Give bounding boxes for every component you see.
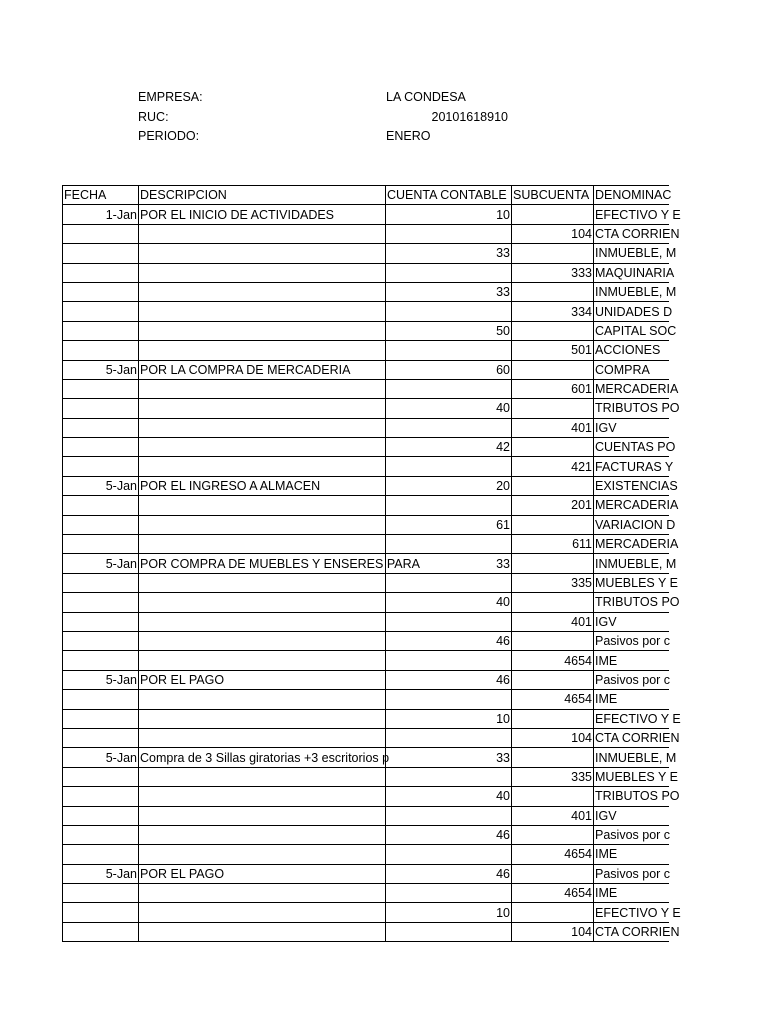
- cell-fecha[interactable]: [63, 244, 139, 263]
- cell-fecha[interactable]: [63, 709, 139, 728]
- cell-denominacion[interactable]: TRIBUTOS PO: [594, 787, 669, 806]
- cell-fecha[interactable]: [63, 418, 139, 437]
- cell-fecha[interactable]: [63, 457, 139, 476]
- cell-cuenta-contable[interactable]: [386, 651, 512, 670]
- table-row: [63, 341, 669, 360]
- table-row: [63, 631, 669, 650]
- table-row: [63, 593, 669, 612]
- cell-cuenta-contable[interactable]: 46: [386, 670, 512, 689]
- cell-cuenta-contable[interactable]: [386, 496, 512, 515]
- cell-cuenta-contable[interactable]: [386, 690, 512, 709]
- table-row: [63, 573, 669, 592]
- cell-fecha[interactable]: [63, 631, 139, 650]
- cell-subcuenta[interactable]: 335: [512, 573, 594, 592]
- company-header: [138, 90, 538, 149]
- cell-descripcion[interactable]: [139, 806, 386, 825]
- table-row: [63, 787, 669, 806]
- cell-denominacion[interactable]: EFECTIVO Y E: [594, 205, 669, 224]
- cell-descripcion[interactable]: [139, 612, 386, 631]
- cell-subcuenta[interactable]: 4654: [512, 845, 594, 864]
- cell-cuenta-contable[interactable]: [386, 612, 512, 631]
- cell-descripcion[interactable]: [139, 825, 386, 844]
- cell-cuenta-contable[interactable]: [386, 535, 512, 554]
- table-row: [63, 263, 669, 282]
- cell-cuenta-contable[interactable]: 40: [386, 399, 512, 418]
- cell-fecha[interactable]: [63, 922, 139, 941]
- cell-denominacion[interactable]: INMUEBLE, M: [594, 748, 669, 767]
- cell-denominacion[interactable]: MAQUINARIA: [594, 263, 669, 282]
- cell-denominacion[interactable]: MERCADERIA: [594, 535, 669, 554]
- cell-subcuenta[interactable]: 104: [512, 922, 594, 941]
- cell-fecha[interactable]: [63, 341, 139, 360]
- cell-denominacion[interactable]: MERCADERIA: [594, 379, 669, 398]
- cell-cuenta-contable[interactable]: 33: [386, 748, 512, 767]
- table-row: [63, 728, 669, 747]
- cell-denominacion[interactable]: VARIACION D: [594, 515, 669, 534]
- cell-descripcion[interactable]: [139, 573, 386, 592]
- cell-fecha[interactable]: [63, 438, 139, 457]
- cell-subcuenta[interactable]: 335: [512, 767, 594, 786]
- cell-fecha[interactable]: 5-Jan: [63, 864, 139, 883]
- table-row: [63, 748, 669, 767]
- table-row: [63, 845, 669, 864]
- cell-cuenta-contable[interactable]: [386, 845, 512, 864]
- table-row: [63, 864, 669, 883]
- periodo-row: [138, 129, 538, 149]
- cell-cuenta-contable[interactable]: 61: [386, 515, 512, 534]
- table-row: [63, 282, 669, 301]
- cell-denominacion[interactable]: IME: [594, 845, 669, 864]
- cell-descripcion[interactable]: [139, 438, 386, 457]
- cell-cuenta-contable[interactable]: [386, 728, 512, 747]
- col-header-fecha[interactable]: FECHA: [63, 186, 139, 205]
- cell-subcuenta[interactable]: [512, 515, 594, 534]
- table-row: [63, 224, 669, 243]
- cell-descripcion[interactable]: [139, 903, 386, 922]
- cell-descripcion[interactable]: POR EL INICIO DE ACTIVIDADES: [139, 205, 386, 224]
- cell-fecha[interactable]: 5-Jan: [63, 476, 139, 495]
- cell-denominacion[interactable]: MUEBLES Y E: [594, 573, 669, 592]
- cell-subcuenta[interactable]: 611: [512, 535, 594, 554]
- table-row: [63, 884, 669, 903]
- cell-descripcion[interactable]: [139, 496, 386, 515]
- cell-descripcion[interactable]: [139, 282, 386, 301]
- cell-subcuenta[interactable]: [512, 399, 594, 418]
- col-header-descripcion[interactable]: DESCRIPCION: [139, 186, 386, 205]
- cell-denominacion[interactable]: TRIBUTOS PO: [594, 399, 669, 418]
- cell-denominacion[interactable]: UNIDADES D: [594, 302, 669, 321]
- cell-subcuenta[interactable]: 201: [512, 496, 594, 515]
- cell-subcuenta[interactable]: [512, 670, 594, 689]
- cell-fecha[interactable]: [63, 690, 139, 709]
- cell-fecha[interactable]: 5-Jan: [63, 670, 139, 689]
- cell-denominacion[interactable]: FACTURAS Y: [594, 457, 669, 476]
- table-row: [63, 690, 669, 709]
- cell-denominacion[interactable]: MUEBLES Y E: [594, 767, 669, 786]
- cell-fecha[interactable]: 1-Jan: [63, 205, 139, 224]
- cell-subcuenta[interactable]: [512, 864, 594, 883]
- cell-descripcion[interactable]: [139, 728, 386, 747]
- cell-subcuenta[interactable]: 501: [512, 341, 594, 360]
- table-row: [63, 244, 669, 263]
- cell-subcuenta[interactable]: [512, 282, 594, 301]
- cell-subcuenta[interactable]: 401: [512, 418, 594, 437]
- cell-descripcion[interactable]: POR EL PAGO: [139, 864, 386, 883]
- cell-subcuenta[interactable]: 4654: [512, 884, 594, 903]
- cell-subcuenta[interactable]: [512, 709, 594, 728]
- cell-descripcion[interactable]: [139, 515, 386, 534]
- empresa-row: [138, 90, 538, 110]
- cell-denominacion[interactable]: IME: [594, 651, 669, 670]
- ruc-row: [138, 110, 538, 130]
- ruc-label: RUC:: [138, 109, 169, 124]
- cell-subcuenta[interactable]: 104: [512, 728, 594, 747]
- col-header-subcuenta[interactable]: SUBCUENTA: [512, 186, 594, 205]
- cell-subcuenta[interactable]: [512, 438, 594, 457]
- cell-subcuenta[interactable]: [512, 903, 594, 922]
- cell-descripcion[interactable]: [139, 399, 386, 418]
- cell-cuenta-contable[interactable]: [386, 379, 512, 398]
- cell-fecha[interactable]: [63, 825, 139, 844]
- cell-denominacion[interactable]: IGV: [594, 806, 669, 825]
- cell-descripcion[interactable]: [139, 884, 386, 903]
- empresa-label: EMPRESA:: [138, 90, 203, 104]
- cell-descripcion[interactable]: [139, 651, 386, 670]
- cell-fecha[interactable]: [63, 282, 139, 301]
- cell-descripcion[interactable]: [139, 535, 386, 554]
- table-row: [63, 496, 669, 515]
- cell-descripcion[interactable]: [139, 379, 386, 398]
- cell-descripcion[interactable]: [139, 787, 386, 806]
- table-row: [63, 651, 669, 670]
- cell-denominacion[interactable]: INMUEBLE, M: [594, 554, 669, 573]
- col-header-denominacion[interactable]: DENOMINAC: [594, 186, 669, 205]
- cell-denominacion[interactable]: TRIBUTOS PO: [594, 593, 669, 612]
- cell-fecha[interactable]: [63, 379, 139, 398]
- cell-cuenta-contable[interactable]: [386, 806, 512, 825]
- cell-subcuenta[interactable]: [512, 205, 594, 224]
- cell-fecha[interactable]: [63, 224, 139, 243]
- table-row: [63, 205, 669, 224]
- table-row: [63, 825, 669, 844]
- cell-descripcion[interactable]: [139, 321, 386, 340]
- ruc-value: 20101618910: [431, 109, 508, 124]
- periodo-label: PERIODO:: [138, 129, 200, 143]
- cell-cuenta-contable[interactable]: [386, 224, 512, 243]
- cell-descripcion[interactable]: [139, 244, 386, 263]
- cell-fecha[interactable]: [63, 884, 139, 903]
- cell-subcuenta[interactable]: 4654: [512, 651, 594, 670]
- cell-descripcion[interactable]: [139, 263, 386, 282]
- cell-fecha[interactable]: [63, 612, 139, 631]
- cell-denominacion[interactable]: CAPITAL SOC: [594, 321, 669, 340]
- cell-denominacion[interactable]: EFECTIVO Y E: [594, 709, 669, 728]
- cell-descripcion[interactable]: Compra de 3 Sillas giratorias +3 escritorios p: [139, 748, 386, 767]
- table-row: [63, 612, 669, 631]
- cell-cuenta-contable[interactable]: [386, 884, 512, 903]
- cell-cuenta-contable[interactable]: 33: [386, 554, 512, 573]
- cell-descripcion[interactable]: POR LA COMPRA DE MERCADERIA: [139, 360, 386, 379]
- cell-fecha[interactable]: [63, 651, 139, 670]
- cell-fecha[interactable]: 5-Jan: [63, 360, 139, 379]
- cell-denominacion[interactable]: COMPRA: [594, 360, 669, 379]
- cell-cuenta-contable[interactable]: 10: [386, 709, 512, 728]
- journal-table: [62, 185, 681, 942]
- col-header-cuenta-contable[interactable]: CUENTA CONTABLE: [386, 186, 512, 205]
- table-row: [63, 903, 669, 922]
- cell-subcuenta[interactable]: [512, 321, 594, 340]
- cell-denominacion[interactable]: IME: [594, 884, 669, 903]
- cell-fecha[interactable]: [63, 787, 139, 806]
- cell-descripcion[interactable]: [139, 341, 386, 360]
- cell-denominacion[interactable]: IME: [594, 690, 669, 709]
- table-row: [63, 379, 669, 398]
- cell-descripcion[interactable]: [139, 767, 386, 786]
- cell-subcuenta[interactable]: 333: [512, 263, 594, 282]
- table-row: [63, 806, 669, 825]
- cell-cuenta-contable[interactable]: 46: [386, 825, 512, 844]
- cell-subcuenta[interactable]: 601: [512, 379, 594, 398]
- cell-cuenta-contable[interactable]: 10: [386, 903, 512, 922]
- cell-descripcion[interactable]: [139, 224, 386, 243]
- table-row: [63, 709, 669, 728]
- cell-denominacion[interactable]: IGV: [594, 418, 669, 437]
- cell-fecha[interactable]: [63, 515, 139, 534]
- cell-denominacion[interactable]: Pasivos por c: [594, 864, 669, 883]
- cell-denominacion[interactable]: Pasivos por c: [594, 825, 669, 844]
- cell-descripcion[interactable]: [139, 922, 386, 941]
- cell-denominacion[interactable]: EFECTIVO Y E: [594, 903, 669, 922]
- cell-denominacion[interactable]: CTA CORRIEN: [594, 728, 669, 747]
- cell-cuenta-contable[interactable]: 20: [386, 476, 512, 495]
- cell-cuenta-contable[interactable]: 40: [386, 593, 512, 612]
- cell-cuenta-contable[interactable]: [386, 573, 512, 592]
- cell-fecha[interactable]: [63, 903, 139, 922]
- cell-fecha[interactable]: [63, 806, 139, 825]
- cell-descripcion[interactable]: [139, 845, 386, 864]
- cell-descripcion[interactable]: [139, 690, 386, 709]
- table-row: [63, 554, 669, 573]
- table-row: [63, 515, 669, 534]
- cell-subcuenta[interactable]: [512, 360, 594, 379]
- cell-descripcion[interactable]: [139, 593, 386, 612]
- cell-fecha[interactable]: [63, 399, 139, 418]
- table-row: [63, 360, 669, 379]
- cell-cuenta-contable[interactable]: 33: [386, 244, 512, 263]
- empresa-value: LA CONDESA: [386, 90, 466, 104]
- cell-denominacion[interactable]: IGV: [594, 612, 669, 631]
- cell-fecha[interactable]: [63, 535, 139, 554]
- cell-denominacion[interactable]: EXISTENCIAS: [594, 476, 669, 495]
- cell-descripcion[interactable]: POR EL INGRESO A ALMACEN: [139, 476, 386, 495]
- cell-subcuenta[interactable]: 421: [512, 457, 594, 476]
- table-row: [63, 457, 669, 476]
- cell-fecha[interactable]: [63, 496, 139, 515]
- cell-subcuenta[interactable]: [512, 631, 594, 650]
- periodo-value: ENERO: [386, 129, 431, 143]
- cell-descripcion[interactable]: [139, 418, 386, 437]
- table-row: [63, 922, 669, 941]
- cell-denominacion[interactable]: INMUEBLE, M: [594, 282, 669, 301]
- cell-denominacion[interactable]: ACCIONES: [594, 341, 669, 360]
- cell-subcuenta[interactable]: [512, 554, 594, 573]
- cell-fecha[interactable]: [63, 263, 139, 282]
- cell-subcuenta[interactable]: [512, 244, 594, 263]
- cell-cuenta-contable[interactable]: 40: [386, 787, 512, 806]
- cell-cuenta-contable[interactable]: 46: [386, 631, 512, 650]
- cell-subcuenta[interactable]: [512, 748, 594, 767]
- cell-cuenta-contable[interactable]: 10: [386, 205, 512, 224]
- cell-fecha[interactable]: [63, 573, 139, 592]
- cell-cuenta-contable[interactable]: [386, 767, 512, 786]
- cell-denominacion[interactable]: CTA CORRIEN: [594, 224, 669, 243]
- cell-subcuenta[interactable]: 334: [512, 302, 594, 321]
- cell-descripcion[interactable]: [139, 631, 386, 650]
- cell-denominacion[interactable]: Pasivos por c: [594, 631, 669, 650]
- cell-denominacion[interactable]: CUENTAS PO: [594, 438, 669, 457]
- cell-cuenta-contable[interactable]: 33: [386, 282, 512, 301]
- cell-descripcion[interactable]: [139, 457, 386, 476]
- cell-fecha[interactable]: [63, 302, 139, 321]
- table-row: [63, 670, 669, 689]
- cell-fecha[interactable]: [63, 321, 139, 340]
- table-row: [63, 438, 669, 457]
- cell-cuenta-contable[interactable]: 46: [386, 864, 512, 883]
- cell-subcuenta[interactable]: [512, 476, 594, 495]
- cell-fecha[interactable]: [63, 845, 139, 864]
- cell-subcuenta[interactable]: [512, 593, 594, 612]
- journal-sheet: [62, 185, 681, 942]
- cell-subcuenta[interactable]: 4654: [512, 690, 594, 709]
- cell-fecha[interactable]: 5-Jan: [63, 748, 139, 767]
- table-row: [63, 399, 669, 418]
- cell-descripcion[interactable]: [139, 302, 386, 321]
- cell-cuenta-contable[interactable]: [386, 341, 512, 360]
- cell-cuenta-contable[interactable]: 42: [386, 438, 512, 457]
- cell-denominacion[interactable]: MERCADERIA: [594, 496, 669, 515]
- cell-denominacion[interactable]: INMUEBLE, M: [594, 244, 669, 263]
- cell-descripcion[interactable]: POR COMPRA DE MUEBLES Y ENSERES PARA: [139, 554, 386, 573]
- cell-subcuenta[interactable]: 401: [512, 612, 594, 631]
- cell-fecha[interactable]: [63, 767, 139, 786]
- table-header-row: [63, 186, 669, 205]
- cell-subcuenta[interactable]: 104: [512, 224, 594, 243]
- cell-cuenta-contable[interactable]: [386, 302, 512, 321]
- cell-denominacion[interactable]: Pasivos por c: [594, 670, 669, 689]
- cell-cuenta-contable[interactable]: [386, 922, 512, 941]
- table-row: [63, 476, 669, 495]
- cell-denominacion[interactable]: CTA CORRIEN: [594, 922, 669, 941]
- cell-cuenta-contable[interactable]: 60: [386, 360, 512, 379]
- cell-cuenta-contable[interactable]: [386, 457, 512, 476]
- cell-cuenta-contable[interactable]: 50: [386, 321, 512, 340]
- cell-cuenta-contable[interactable]: [386, 263, 512, 282]
- cell-subcuenta[interactable]: 401: [512, 806, 594, 825]
- table-row: [63, 302, 669, 321]
- cell-subcuenta[interactable]: [512, 825, 594, 844]
- table-row: [63, 321, 669, 340]
- cell-fecha[interactable]: 5-Jan: [63, 554, 139, 573]
- table-row: [63, 535, 669, 554]
- cell-fecha[interactable]: [63, 593, 139, 612]
- cell-fecha[interactable]: [63, 728, 139, 747]
- table-row: [63, 418, 669, 437]
- cell-descripcion[interactable]: [139, 709, 386, 728]
- journal-body: [63, 205, 681, 942]
- cell-cuenta-contable[interactable]: [386, 418, 512, 437]
- cell-descripcion[interactable]: POR EL PAGO: [139, 670, 386, 689]
- cell-subcuenta[interactable]: [512, 787, 594, 806]
- table-row: [63, 767, 669, 786]
